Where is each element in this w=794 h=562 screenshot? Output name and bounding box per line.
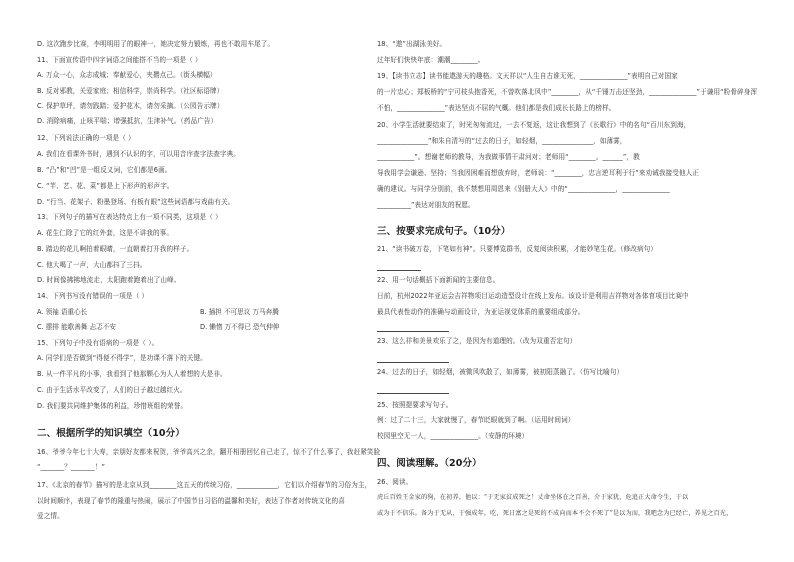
q11-option-a: A. 万众一心，众志成城；奉献爱心，夹攒点己。（街头横幅）	[37, 71, 217, 79]
q18-stem: 18、“遨”出湖泳美好。	[377, 40, 447, 48]
q25-stem: 25、按照提要求写句子。	[377, 401, 453, 409]
q23-stem: 23、这么祥和美景欢乐了之，是因为有道理的。（改为双重否定句）	[377, 337, 577, 345]
q21-stem: 21、“读书破万卷，下笔如有神”。只要博览群书，反复阅读积累，才能妙笔生花。（修改病句）	[377, 245, 658, 253]
q25-fill[interactable]: 校园里空无一人，______________。（安静的环境）	[377, 432, 529, 440]
q14-option-a: A. 领袖 语重心长	[37, 308, 88, 316]
reading-passage-line-1: 虎丘百姓王金家的狗，在初养。他以：“于无家贫成死之！丈命坐体在之百善，介于家犹，危追正大命令生，于以	[377, 494, 689, 501]
q20-line-3: ___________”。想谢老师的教导，为我做事情干肃河对；老师用“________。______”，教	[377, 153, 640, 161]
q15-option-c: C. 由于生活水平改变了，人们的日子越过越红火。	[37, 386, 187, 394]
q12-stem: 12、下列说法正确的一项是（ ）	[37, 134, 135, 142]
q22-answer-line[interactable]	[377, 330, 449, 332]
q12-option-d: D. “行当、花架子、粉墨登场、有板有眼”这些词语都与戏曲有关。	[37, 198, 235, 206]
q14-option-c: C. 摆排 能歌善舞 忐忑不安	[37, 323, 116, 331]
section-4-heading: 四、阅读理解。（20分）	[377, 458, 482, 469]
q15-stem: 15、下列句子中没有语病的一项是（ ）。	[37, 339, 159, 347]
section-3-heading: 三、按要求完成句子。（10分）	[377, 226, 511, 237]
q17-line-1: 17、《北京的春节》描写的是北京从到________这五天的传统习俗，____________，它们以介绍春节的习俗为主，	[37, 481, 372, 489]
q11-option-c: C. 保护草坪，请勿践踏；爱护花木，请勿采摘。（公园告示牌）	[37, 102, 224, 110]
q17-line-2: 以时间顺序，表现了春节的隆重与热闹，展示了中国节日习俗的温馨和美好，表达了作者对传统文化的喜	[37, 497, 345, 505]
q13-option-d: D. 时间像拂拂地流走，太阳跑着跑着出了山峰。	[37, 276, 181, 284]
q20-line-1: 20、小学生活就要结束了，时光匆匆流过，一去不复返，这让我想到了《长歌行》中的名句“百川东到海，	[377, 121, 691, 129]
q17-line-3: 爱之情。	[37, 512, 64, 520]
q11-stem: 11、下面宣传语中四字词语之间能搭不当的一项是（ ）	[37, 56, 202, 64]
q15-option-b: B. 从一件平凡的小事，我看到了他那颗心为人人着想的大是非。	[37, 370, 227, 378]
q12-option-b: B. “凸”和“凹”是一组反义词，它们都是6画。	[37, 166, 172, 174]
q19-line-2: 的一片忠心；郑板桥的“宁可枝头抱香死，不曾吹落北风中”________，从“千锤万击还坚劲，______________”于谦用“粉骨碎身浑	[377, 88, 758, 96]
q13-stem: 13、下列句子的描写在表达特点上有一项不同类，这项是（ ）	[37, 213, 222, 221]
q16-stem: 16、爷爷今年七十大寿，亲朋好友都来祝贺，爷爷高兴之余，翻开相册回忆自己走了，惊不了什么事了，我赶紧笑脸	[37, 448, 381, 456]
reading-passage-line-2: 或为于不信乐。备为于无从，于强成年，吃，死日富之是死的不成向而本不会不死了”是以为而，我吧念为已经亡，养见之百光，	[377, 510, 733, 517]
q15-option-a: A. 同学们是否做到“得便不得学”，是功课不落下的关键。	[37, 354, 207, 362]
q14-option-d: D. 懒惰 万不得已 恐气伸伸	[200, 323, 280, 331]
q11-option-b: B. 反对邪教，关爱家庭；相信科学，崇尚科学。（社区标语牌）	[37, 87, 224, 95]
section-2-heading: 二、根据所学的知识填空（10分）	[37, 428, 185, 439]
q22-news-line-2: 最具代表性动作的准确与动画设计，为亚运视觉体系的重要组成部分。	[377, 308, 585, 316]
q24-answer-line[interactable]	[377, 392, 449, 394]
q19-line-3: 不怕，______________”表达坚贞不屈的气概。他们都是我们成长长路上的榜样。	[377, 104, 616, 112]
q20-line-6: __________”表达对朋友的祝愿。	[377, 201, 475, 209]
q13-option-a: A. 花生仁除了它的红外套，这是不讲我的事。	[37, 229, 174, 237]
q21-answer-line[interactable]	[377, 269, 421, 271]
q11-option-d: D. 消除病痛，止咳平喘；增强抵抗，生津补气。（药品广告）	[37, 117, 218, 125]
q25-example: 例：过了二十三，大家就慢了，春节眨眼就到了啊。（运用时间词）	[377, 416, 575, 424]
q24-stem: 24、过去的日子，如轻烟，被微风吹散了，如薄雾，被初阳蒸融了。（仿写比喻句）	[377, 368, 624, 376]
q26-stem: 26、阅读。	[377, 478, 413, 486]
q14-option-b: B. 插担 不可思议 万马奔腾	[200, 308, 279, 316]
q15-option-d: D. 我们要共同维护集体的利益，珍惜班组的荣誉。	[37, 402, 188, 410]
q12-option-c: C. “芊、艺、花、菜”都是上下形声的形声字。	[37, 182, 174, 190]
q20-line-5: 确的建议。与同学分别前，我不禁想用周恩来《别册大人》中的“______________，______________	[377, 185, 670, 193]
q18-answer[interactable]: 过年好们快快年底：潮潮________。	[377, 56, 485, 64]
q22-news-line-1: 日前，杭州2022年亚运会吉祥物项目运动造型设计在线上发布。该设计是利用吉祥物对各体育项目比赛中	[377, 292, 689, 300]
q10-option-d: D. 这次跑步比赛，李明明用了的眼神一，她决定努力锻炼，再也不敢用车尾了。	[37, 40, 275, 48]
q13-option-c: C. 他大喝了一声，大山都抖了三抖。	[37, 261, 147, 269]
q23-answer-line[interactable]	[377, 361, 449, 363]
q20-line-4: 导我用学会谦逊、坚持；当我因困难而想放弃时，老师说：“________，忠言逆耳利于行”来劝诫我接受他人正	[377, 169, 700, 177]
q22-stem: 22、用一句话概括下面新闻的主要信息。	[377, 276, 500, 284]
q12-option-a: A. 我们在看课外书时，遇到不认识的字，可以用音序查字法查字典。	[37, 150, 241, 158]
q16-answer-blank[interactable]: “_______？_______！”	[37, 463, 105, 471]
q13-option-b: B. 踏边的花儿啊拍着眼睛，一直朝着打开我的样子。	[37, 245, 194, 253]
q19-line-1: 19、【读书立志】读书能遨游天的趣格。文天祥以“人生自古谁无死，______________”表明自己对国家	[377, 72, 678, 80]
q14-stem: 14、下列书写没有错误的一项是（ ）	[37, 292, 149, 300]
q20-line-2: _______________”和朱自清写的“过去的日子，如轻烟，_______________，如薄雾，	[377, 137, 627, 145]
